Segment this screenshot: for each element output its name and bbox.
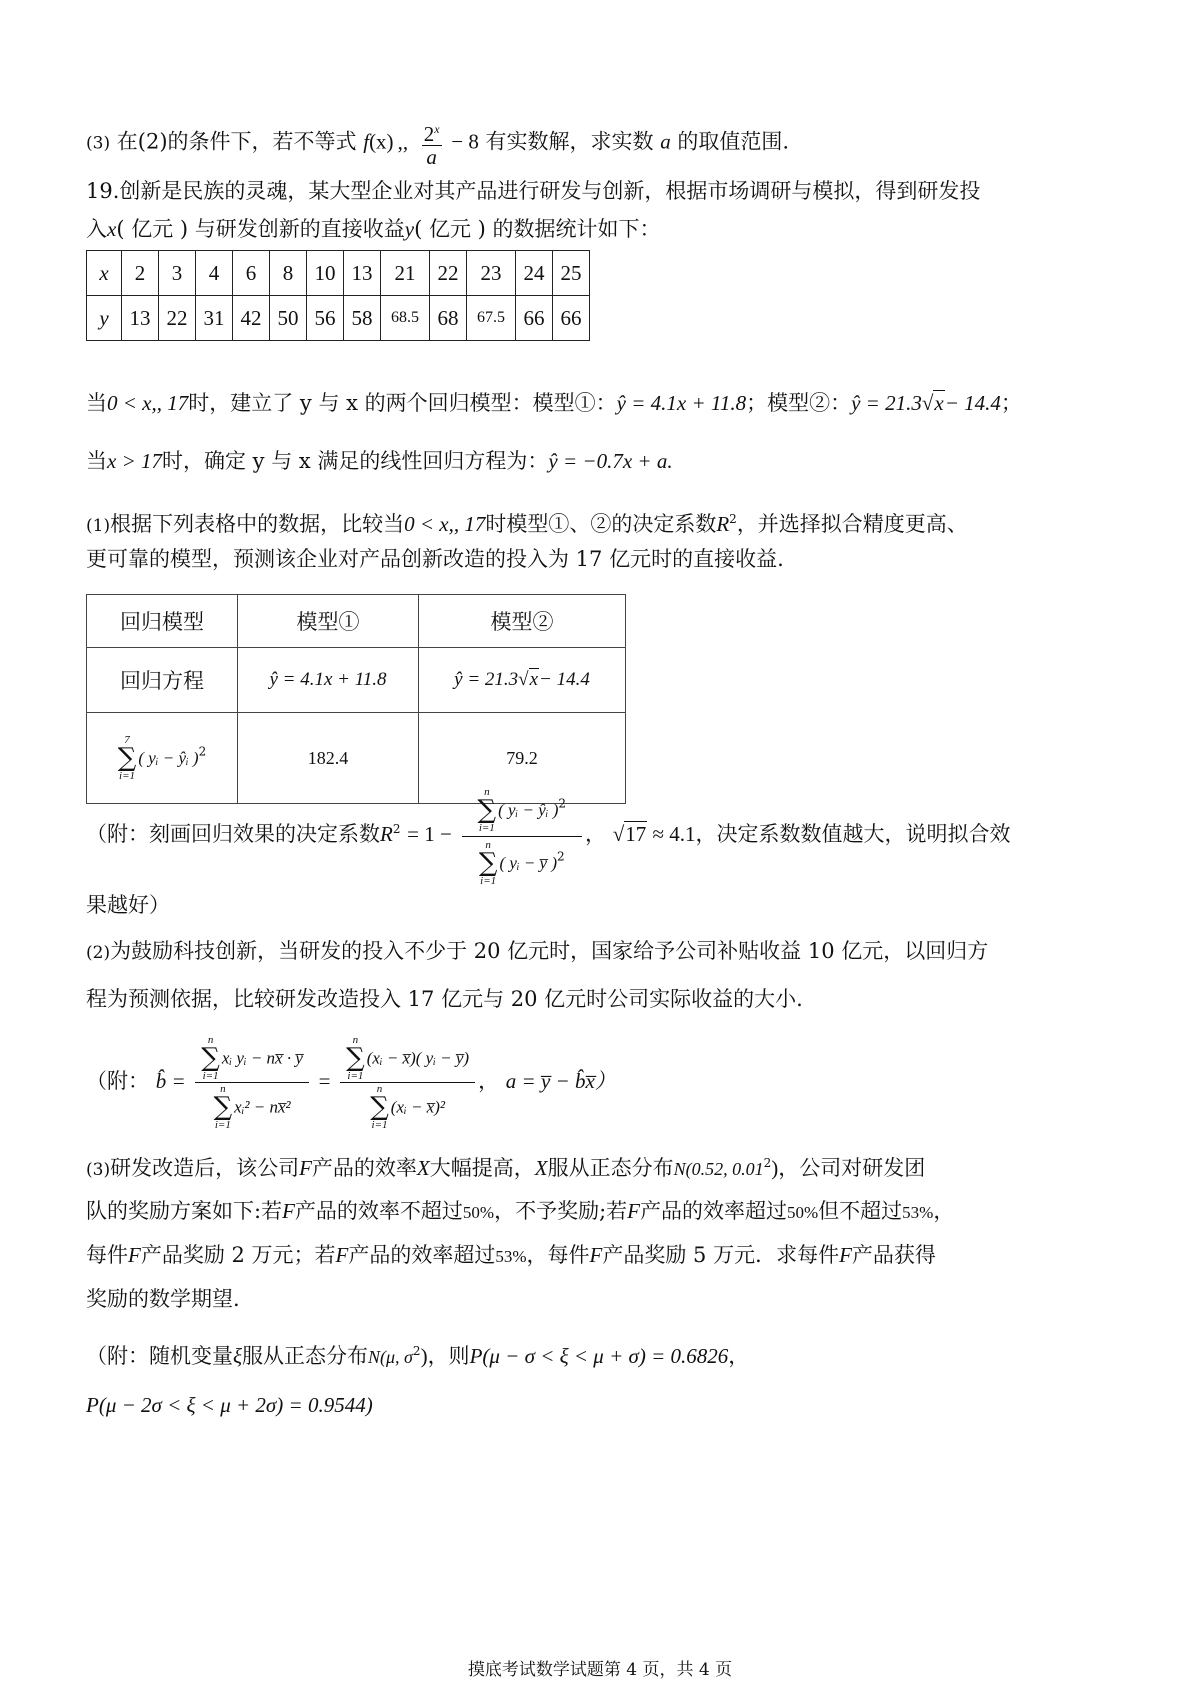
sqrt17-approx: √17 ≈ 4.1 (612, 822, 696, 846)
q18-minus8: − 8 (451, 129, 479, 154)
q19-intro-2: 入x( 亿元 ) 与研发创新的直接收益y( 亿元 ) 的数据统计如下： (86, 217, 661, 241)
y-cell: 68.5 (381, 296, 430, 341)
model2-equation: ŷ = 21.3√x− 14.4 (851, 391, 1001, 415)
q18-part3-text-a: 在(2)的条件下，若不等式 (116, 129, 357, 154)
q18-den: a (426, 145, 437, 169)
condition-line-1: 当0 < x,, 17时，建立了 y 与 x 的两个回归模型：模型①：ŷ = 4.1x + 11.8；模型②：ŷ = 21.3√x− 14.4； (86, 391, 1022, 415)
y-cell: 22 (159, 296, 196, 341)
model-comparison-table (86, 594, 626, 804)
note1-line-2: 果越好） (86, 893, 170, 917)
y-cell: 42 (233, 296, 270, 341)
page-footer: 摸底考试数学试题第 4 页，共 4 页 (467, 1660, 733, 1680)
q18-text-c: 的取值范围. (677, 129, 790, 154)
part3-line-1: (3)研发改造后，该公司F产品的效率X大幅提高，X服从正态分布N(0.52, 0.01$^2$)，公司对研发团 (86, 1156, 926, 1180)
x-cell: 24 (516, 251, 553, 296)
x-label-cell: x (87, 251, 122, 296)
part3-label: (3) (86, 1160, 111, 1180)
part2-label: (2) (86, 943, 111, 963)
part2-line-1: (2)为鼓励科技创新，当研发的投入不少于 20 亿元时，国家给予公司补贴收益 10 亿元，以回归方 (86, 939, 989, 963)
slope-formula-1: n ∑ i=1 xᵢ yᵢ − nx̅ · y̅ n ∑ i=1 xᵢ² − nx̅² (195, 1034, 309, 1131)
linear-regression-equation: ŷ = −0.7x + a. (548, 449, 673, 473)
note1-line: （附：刻画回归效果的决定系数$R^2 = 1$ − n ∑ i=1 ( yᵢ − ŷᵢ )$^2$ n ∑ i=1 ( yᵢ − y̅ )$^2$ ， √17 ≈ 4.1，决定系数数值越大，说明拟合效 (86, 786, 1011, 887)
x-cell: 8 (270, 251, 307, 296)
y-cell: 58 (344, 296, 381, 341)
q19-intro-x: x (107, 217, 117, 241)
q19-intro-y: y (404, 217, 415, 241)
y-label-cell: y (87, 296, 122, 341)
cond1-range: 0 < x,, 17 (107, 391, 189, 415)
x-cell: 25 (553, 251, 590, 296)
q18-rel: ,, (397, 129, 409, 154)
y-cell: 31 (196, 296, 233, 341)
part3-line-4: 奖励的数学期望. (86, 1287, 240, 1311)
model1-equation: ŷ = 4.1x + 11.8 (616, 391, 747, 415)
y-cell: 56 (307, 296, 344, 341)
header-model-2: 模型② (419, 595, 626, 648)
x-cell: 23 (467, 251, 516, 296)
part3-line-3: 每件F产品奖励 2 万元；若F产品的效率超过53%，每件F产品奖励 5 万元．求每件F产品获得 (86, 1243, 936, 1267)
q18-f: f (363, 129, 370, 154)
cond2-range: x > 17 (107, 449, 162, 473)
model2-equation-cell: ŷ = 21.3√x− 14.4 (419, 648, 626, 713)
part1-label: (1) (86, 516, 111, 536)
x-cell: 4 (196, 251, 233, 296)
note2-line: （附： b̂ = n ∑ i=1 xᵢ yᵢ − nx̅ · y̅ n ∑ i=1 xᵢ² − nx̅² = n ∑ i=1 (xᵢ − x̅)( yᵢ − y̅) n ∑ i=1 (xᵢ − x̅)² ， a = y̅ − b̂x̅） (86, 1034, 616, 1131)
part3-line-2: 队的奖励方案如下:若F产品的效率不超过50%，不予奖励;若F产品的效率超过50%但不超过53%， (86, 1199, 955, 1223)
q18-part3-line (86, 118, 1140, 168)
y-cell: 66 (553, 296, 590, 341)
table-row-y (87, 296, 590, 341)
model2-residual: 79.2 (419, 713, 626, 804)
q18-fraction (422, 118, 442, 168)
x-cell: 22 (430, 251, 467, 296)
slope-formula-2: n ∑ i=1 (xᵢ − x̅)( yᵢ − y̅) n ∑ i=1 (xᵢ − x̅)² (340, 1034, 475, 1131)
table-row (87, 648, 626, 713)
part2-line-2: 程为预测依据，比较研发改造投入 17 亿元与 20 亿元时公司实际收益的大小. (86, 987, 803, 1011)
model1-residual: 182.4 (238, 713, 419, 804)
r-squared-symbol: R (716, 512, 730, 536)
y-cell: 67.5 (467, 296, 516, 341)
header-regression-model: 回归模型 (87, 595, 238, 648)
q18-num-exp: x (434, 122, 440, 136)
y-cell: 68 (430, 296, 467, 341)
q18-part3-label: (3) (86, 133, 111, 154)
part1-line-1: (1)根据下列表格中的数据，比较当0 < x,, 17时模型①、②的决定系数$R^2$，并选择拟合精度更高、 (86, 512, 968, 536)
model1-equation-cell: ŷ = 4.1x + 11.8 (238, 648, 419, 713)
header-model-1: 模型① (238, 595, 419, 648)
table-row-x (87, 251, 590, 296)
y-cell: 13 (122, 296, 159, 341)
q19-intro-1: 19.创新是民族的灵魂，某大型企业对其产品进行研发与创新，根据市场调研与模拟，得到研发投 (86, 179, 981, 203)
x-cell: 3 (159, 251, 196, 296)
y-cell: 66 (516, 296, 553, 341)
y-cell: 50 (270, 296, 307, 341)
x-cell: 6 (233, 251, 270, 296)
part1-line-2: 更可靠的模型，预测该企业对产品创新改造的投入为 17 亿元时的直接收益. (86, 547, 784, 571)
table-row (87, 595, 626, 648)
q18-num: 2 (423, 122, 435, 146)
row-label-equation: 回归方程 (87, 648, 238, 713)
r-squared-formula: n ∑ i=1 ( yᵢ − ŷᵢ )$^2$ n ∑ i=1 ( yᵢ − y̅ )$^2$ (462, 784, 582, 887)
x-cell: 2 (122, 251, 159, 296)
x-cell: 10 (307, 251, 344, 296)
xy-data-table (86, 250, 590, 341)
probability-one-sigma: P(μ − σ < ξ < μ + σ) = 0.6826 (469, 1344, 729, 1368)
x-cell: 13 (344, 251, 381, 296)
probability-two-sigma: P(μ − 2σ < ξ < μ + 2σ) = 0.9544) (86, 1393, 373, 1417)
condition-line-2: 当x > 17时，确定 y 与 x 满足的线性回归方程为：ŷ = −0.7x + a. (86, 449, 673, 473)
q18-text-b: 有实数解，求实数 (485, 129, 654, 154)
x-cell: 21 (381, 251, 430, 296)
intercept-formula: a = y̅ − b̂x̅） (505, 1069, 616, 1093)
note3-line-2 (86, 1390, 1140, 1420)
q18-x-paren: (x) (369, 129, 394, 154)
row-label-residual-sum: 7 ∑ i=1 ( yᵢ − ŷᵢ )$^2$ (87, 713, 238, 804)
normal-distribution: N(0.52, 0.01 (673, 1159, 764, 1179)
q18-a: a (660, 129, 671, 154)
note3-line-1: （附：随机变量ξ服从正态分布N(μ, $\sigma^2$)，则P(μ − σ < ξ < μ + σ) = 0.6826， (86, 1344, 750, 1368)
